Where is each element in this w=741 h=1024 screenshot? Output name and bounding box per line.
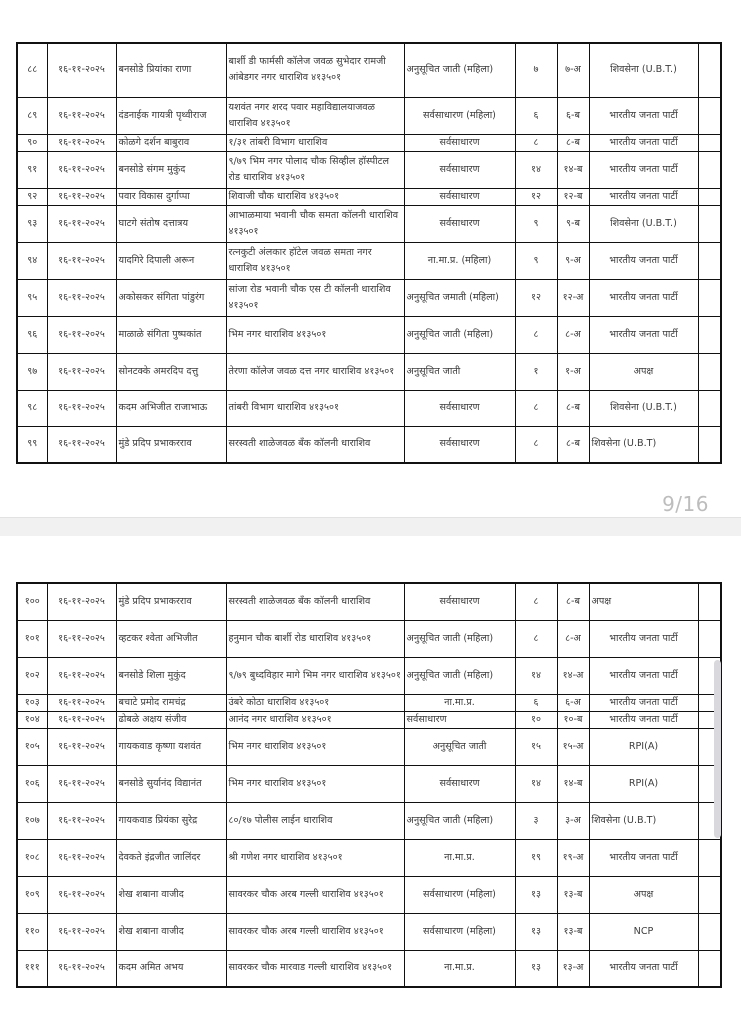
serial-number-cell: १११	[17, 950, 47, 987]
table-row	[17, 913, 721, 950]
candidate-name-cell: यादगिरे दिपाली अरून	[116, 242, 226, 279]
candidate-name-cell: शेख शबाना वाजीद	[116, 913, 226, 950]
date-cell: १६-११-२०२५	[47, 694, 116, 711]
serial-number-cell: ९२	[17, 188, 47, 205]
vertical-scrollbar[interactable]	[714, 660, 721, 838]
reservation-category-cell: सर्वसाधारण	[404, 583, 515, 620]
table-row	[17, 694, 721, 711]
pdf-page-10	[0, 536, 741, 1024]
table-row	[17, 242, 721, 279]
candidate-name-cell: बनसोडे सुर्यानंद विद्यानंत	[116, 765, 226, 802]
remark-cell	[698, 188, 721, 205]
serial-number-cell: ९५	[17, 279, 47, 316]
reservation-category-cell: सर्वसाधारण	[404, 390, 515, 426]
serial-number-cell: ९३	[17, 205, 47, 242]
remark-cell	[698, 583, 721, 620]
date-cell: १६-११-२०२५	[47, 657, 116, 694]
reservation-category-cell: सर्वसाधारण (महिला)	[404, 97, 515, 134]
seat-code-cell: १०-ब	[557, 711, 589, 728]
candidate-name-cell: कदम अमित अभय	[116, 950, 226, 987]
reservation-category-cell: ना.मा.प्र.	[404, 694, 515, 711]
table-row	[17, 426, 721, 463]
candidate-name-cell: सोनटक्के अमरदिप दत्तु	[116, 353, 226, 390]
reservation-category-cell: अनुसूचित जाती (महिला)	[404, 620, 515, 657]
table-row	[17, 390, 721, 426]
seat-code-cell: १३-ब	[557, 876, 589, 913]
ward-number-cell: १२	[515, 279, 557, 316]
remark-cell	[698, 950, 721, 987]
ward-number-cell: १४	[515, 151, 557, 188]
ward-number-cell: ८	[515, 316, 557, 353]
candidate-name-cell: देवकते इंद्रजीत जालिंदर	[116, 839, 226, 876]
party-cell: RPI(A)	[589, 728, 698, 765]
seat-code-cell: १४-ब	[557, 765, 589, 802]
address-cell: श्री गणेश नगर धाराशिव ४१३५०१	[226, 839, 404, 876]
serial-number-cell: १०८	[17, 839, 47, 876]
reservation-category-cell: सर्वसाधारण	[404, 134, 515, 151]
party-cell: भारतीय जनता पार्टी	[589, 97, 698, 134]
seat-code-cell: ६-अ	[557, 694, 589, 711]
address-cell: शिवाजी चौक धाराशिव ४१३५०१	[226, 188, 404, 205]
ward-number-cell: १३	[515, 950, 557, 987]
party-cell: भारतीय जनता पार्टी	[589, 950, 698, 987]
address-cell: हनुमान चौक बार्शी रोड धाराशिव ४१३५०१	[226, 620, 404, 657]
ward-number-cell: १	[515, 353, 557, 390]
party-cell: शिवसेना (U.B.T)	[589, 426, 698, 463]
serial-number-cell: १०१	[17, 620, 47, 657]
seat-code-cell: १३-ब	[557, 913, 589, 950]
reservation-category-cell: ना.मा.प्र.	[404, 839, 515, 876]
serial-number-cell: ८९	[17, 97, 47, 134]
candidate-name-cell: कदम अभिजीत राजाभाऊ	[116, 390, 226, 426]
date-cell: १६-११-२०२५	[47, 134, 116, 151]
reservation-category-cell: सर्वसाधारण	[404, 151, 515, 188]
remark-cell	[698, 426, 721, 463]
remark-cell	[698, 134, 721, 151]
party-cell: भारतीय जनता पार्टी	[589, 151, 698, 188]
reservation-category-cell: सर्वसाधारण	[404, 426, 515, 463]
serial-number-cell: ९४	[17, 242, 47, 279]
serial-number-cell: १००	[17, 583, 47, 620]
reservation-category-cell: सर्वसाधारण (महिला)	[404, 876, 515, 913]
ward-number-cell: १९	[515, 839, 557, 876]
date-cell: १६-११-२०२५	[47, 426, 116, 463]
date-cell: १६-११-२०२५	[47, 279, 116, 316]
seat-code-cell: १४-ब	[557, 151, 589, 188]
serial-number-cell: ९८	[17, 390, 47, 426]
table-row	[17, 583, 721, 620]
ward-number-cell: ६	[515, 97, 557, 134]
party-cell: भारतीय जनता पार्टी	[589, 839, 698, 876]
ward-number-cell: ६	[515, 694, 557, 711]
address-cell: ९/७९ बुध्दविहार मागे भिम नगर धाराशिव ४१३५०१	[226, 657, 404, 694]
seat-code-cell: ८-ब	[557, 583, 589, 620]
reservation-category-cell: अनुसूचित जाती (महिला)	[404, 657, 515, 694]
address-cell: सरस्वती शाळेजवळ बँक कॉलनी धाराशिव	[226, 583, 404, 620]
candidate-name-cell: कोळगे दर्शन बाबुराव	[116, 134, 226, 151]
ward-number-cell: १०	[515, 711, 557, 728]
address-cell: भिम नगर धाराशिव ४१३५०१	[226, 765, 404, 802]
address-cell: ९/७९ भिम नगर पोलाद चौक सिव्हील हॉस्पीटल रोड धाराशिव ४१३५०१	[226, 151, 404, 188]
seat-code-cell: ९-ब	[557, 205, 589, 242]
ward-number-cell: ९	[515, 242, 557, 279]
remark-cell	[698, 913, 721, 950]
remark-cell	[698, 43, 721, 97]
date-cell: १६-११-२०२५	[47, 151, 116, 188]
party-cell: भारतीय जनता पार्टी	[589, 316, 698, 353]
reservation-category-cell: सर्वसाधारण (महिला)	[404, 913, 515, 950]
serial-number-cell: १०४	[17, 711, 47, 728]
date-cell: १६-११-२०२५	[47, 583, 116, 620]
date-cell: १६-११-२०२५	[47, 390, 116, 426]
seat-code-cell: १९-अ	[557, 839, 589, 876]
reservation-category-cell: ना.मा.प्र.	[404, 950, 515, 987]
seat-code-cell: ८-ब	[557, 390, 589, 426]
table-row	[17, 802, 721, 839]
table-row	[17, 279, 721, 316]
remark-cell	[698, 316, 721, 353]
date-cell: १६-११-२०२५	[47, 205, 116, 242]
remark-cell	[698, 242, 721, 279]
party-cell: RPI(A)	[589, 765, 698, 802]
party-cell: शिवसेना (U.B.T.)	[589, 390, 698, 426]
table-row	[17, 728, 721, 765]
remark-cell	[698, 205, 721, 242]
date-cell: १६-११-२०२५	[47, 728, 116, 765]
seat-code-cell: ८-अ	[557, 316, 589, 353]
ward-number-cell: ८	[515, 390, 557, 426]
serial-number-cell: १०९	[17, 876, 47, 913]
date-cell: १६-११-२०२५	[47, 765, 116, 802]
ward-number-cell: १३	[515, 913, 557, 950]
serial-number-cell: १०५	[17, 728, 47, 765]
party-cell: भारतीय जनता पार्टी	[589, 279, 698, 316]
candidate-name-cell: ढोबळे अक्षय संजीव	[116, 711, 226, 728]
table-row	[17, 151, 721, 188]
table-row	[17, 97, 721, 134]
party-cell: भारतीय जनता पार्टी	[589, 694, 698, 711]
remark-cell	[698, 97, 721, 134]
ward-number-cell: १२	[515, 188, 557, 205]
remark-cell	[698, 279, 721, 316]
remark-cell	[698, 839, 721, 876]
remark-cell	[698, 390, 721, 426]
party-cell: अपक्ष	[589, 583, 698, 620]
serial-number-cell: ९१	[17, 151, 47, 188]
seat-code-cell: १-अ	[557, 353, 589, 390]
date-cell: १६-११-२०२५	[47, 43, 116, 97]
seat-code-cell: ९-अ	[557, 242, 589, 279]
candidate-name-cell: मुंडे प्रदिप प्रभाकरराव	[116, 583, 226, 620]
table-row	[17, 876, 721, 913]
candidate-name-cell: पवार विकास दुर्गाप्पा	[116, 188, 226, 205]
date-cell: १६-११-२०२५	[47, 802, 116, 839]
party-cell: NCP	[589, 913, 698, 950]
address-cell: सावरकर चौक अरब गल्ली धाराशिव ४१३५०१	[226, 913, 404, 950]
ward-number-cell: ७	[515, 43, 557, 97]
date-cell: १६-११-२०२५	[47, 97, 116, 134]
reservation-category-cell: सर्वसाधारण	[404, 205, 515, 242]
party-cell: भारतीय जनता पार्टी	[589, 188, 698, 205]
seat-code-cell: १२-अ	[557, 279, 589, 316]
table-row	[17, 134, 721, 151]
address-cell: आभाळमाया भवानी चौक समता कॉलनी धाराशिव ४१३५०१	[226, 205, 404, 242]
candidate-name-cell: माळाळे संगिता पुष्पकांत	[116, 316, 226, 353]
date-cell: १६-११-२०२५	[47, 620, 116, 657]
ward-number-cell: ८	[515, 583, 557, 620]
remark-cell	[698, 620, 721, 657]
date-cell: १६-११-२०२५	[47, 353, 116, 390]
seat-code-cell: ७-अ	[557, 43, 589, 97]
table-row	[17, 188, 721, 205]
candidate-name-cell: बनसोडे संगम मुकुंद	[116, 151, 226, 188]
serial-number-cell: ९०	[17, 134, 47, 151]
candidate-name-cell: मुंडे प्रदिप प्रभाकरराव	[116, 426, 226, 463]
ward-number-cell: ९	[515, 205, 557, 242]
address-cell: सावरकर चौक अरब गल्ली धाराशिव ४१३५०१	[226, 876, 404, 913]
party-cell: भारतीय जनता पार्टी	[589, 657, 698, 694]
table-row	[17, 711, 721, 728]
date-cell: १६-११-२०२५	[47, 913, 116, 950]
table-row	[17, 316, 721, 353]
ward-number-cell: ८	[515, 620, 557, 657]
address-cell: ८०/१७ पोलीस लाईन धाराशिव	[226, 802, 404, 839]
party-cell: भारतीय जनता पार्टी	[589, 134, 698, 151]
address-cell: रत्नकुटी अंलकार हॉटेल जवळ समता नगर धाराशिव ४१३५०१	[226, 242, 404, 279]
remark-cell	[698, 151, 721, 188]
ward-number-cell: ८	[515, 426, 557, 463]
table-row	[17, 950, 721, 987]
page-indicator: 9/16	[662, 492, 709, 516]
address-cell: तांबरी विभाग धाराशिव ४१३५०१	[226, 390, 404, 426]
reservation-category-cell: अनुसूचित जाती	[404, 353, 515, 390]
table-row	[17, 353, 721, 390]
table-body	[17, 583, 721, 987]
candidate-table-page-10	[16, 582, 722, 988]
party-cell: भारतीय जनता पार्टी	[589, 711, 698, 728]
candidate-table-page-9	[16, 42, 722, 464]
ward-number-cell: १४	[515, 657, 557, 694]
date-cell: १६-११-२०२५	[47, 242, 116, 279]
seat-code-cell: १२-ब	[557, 188, 589, 205]
serial-number-cell: ९७	[17, 353, 47, 390]
ward-number-cell: ८	[515, 134, 557, 151]
address-cell: यशवंत नगर शरद पवार महाविद्यालयाजवळ धाराशिव ४१३५०१	[226, 97, 404, 134]
address-cell: १/३१ तांबरी विभाग धाराशिव	[226, 134, 404, 151]
reservation-category-cell: अनुसूचित जाती	[404, 728, 515, 765]
page-separator	[0, 517, 741, 537]
date-cell: १६-११-२०२५	[47, 876, 116, 913]
table-row	[17, 657, 721, 694]
seat-code-cell: ८-अ	[557, 620, 589, 657]
address-cell: आनंद नगर धाराशिव ४१३५०१	[226, 711, 404, 728]
remark-cell	[698, 876, 721, 913]
address-cell: भिम नगर धाराशिव ४१३५०१	[226, 316, 404, 353]
address-cell: बार्शी डी फार्मसी कॉलेज जवळ सुभेदार रामजी आंबेडगर नगर धाराशिव ४१३५०१	[226, 43, 404, 97]
table-row	[17, 43, 721, 97]
table-row	[17, 839, 721, 876]
candidate-name-cell: व्हटकर श्वेता अभिजीत	[116, 620, 226, 657]
serial-number-cell: ९६	[17, 316, 47, 353]
reservation-category-cell: अनुसूचित जमाती (महिला)	[404, 279, 515, 316]
serial-number-cell: ८८	[17, 43, 47, 97]
table-row	[17, 620, 721, 657]
reservation-category-cell: सर्वसाधारण	[404, 711, 515, 728]
date-cell: १६-११-२०२५	[47, 188, 116, 205]
candidate-name-cell: बनसोडे प्रियांका राणा	[116, 43, 226, 97]
address-cell: सांजा रोड भवानी चौक एस टी कॉलनी धाराशिव ४१३५०१	[226, 279, 404, 316]
table-row	[17, 205, 721, 242]
candidate-name-cell: बनसोडे शिला मुकुंद	[116, 657, 226, 694]
seat-code-cell: १४-अ	[557, 657, 589, 694]
party-cell: भारतीय जनता पार्टी	[589, 242, 698, 279]
candidate-name-cell: अकोसकर संगिता पांडुरंग	[116, 279, 226, 316]
address-cell: सावरकर चौक मारवाड गल्ली धाराशिव ४१३५०१	[226, 950, 404, 987]
seat-code-cell: ८-ब	[557, 134, 589, 151]
date-cell: १६-११-२०२५	[47, 950, 116, 987]
table-row	[17, 765, 721, 802]
address-cell: भिम नगर धाराशिव ४१३५०१	[226, 728, 404, 765]
address-cell: सरस्वती शाळेजवळ बँक कॉलनी धाराशिव	[226, 426, 404, 463]
serial-number-cell: १०७	[17, 802, 47, 839]
address-cell: उंबरे कोठा धाराशिव ४१३५०१	[226, 694, 404, 711]
candidate-name-cell: दंडनाईक गायत्री पृथ्वीराज	[116, 97, 226, 134]
party-cell: शिवसेना (U.B.T)	[589, 802, 698, 839]
ward-number-cell: ३	[515, 802, 557, 839]
serial-number-cell: १०२	[17, 657, 47, 694]
date-cell: १६-११-२०२५	[47, 839, 116, 876]
party-cell: अपक्ष	[589, 876, 698, 913]
candidate-name-cell: गायकवाड प्रियंका सुरेद्र	[116, 802, 226, 839]
reservation-category-cell: अनुसूचित जाती (महिला)	[404, 43, 515, 97]
serial-number-cell: १०६	[17, 765, 47, 802]
table-body	[17, 43, 721, 463]
seat-code-cell: ३-अ	[557, 802, 589, 839]
party-cell: शिवसेना (U.B.T.)	[589, 205, 698, 242]
party-cell: अपक्ष	[589, 353, 698, 390]
date-cell: १६-११-२०२५	[47, 711, 116, 728]
address-cell: तेरणा कॉलेज जवळ दत्त नगर धाराशिव ४१३५०१	[226, 353, 404, 390]
reservation-category-cell: सर्वसाधारण	[404, 188, 515, 205]
seat-code-cell: ८-ब	[557, 426, 589, 463]
candidate-name-cell: शेख शबाना वाजीद	[116, 876, 226, 913]
candidate-name-cell: घाटगे संतोष दत्तात्रय	[116, 205, 226, 242]
ward-number-cell: १५	[515, 728, 557, 765]
party-cell: शिवसेना (U.B.T.)	[589, 43, 698, 97]
ward-number-cell: १३	[515, 876, 557, 913]
reservation-category-cell: अनुसूचित जाती (महिला)	[404, 316, 515, 353]
party-cell: भारतीय जनता पार्टी	[589, 620, 698, 657]
remark-cell	[698, 353, 721, 390]
serial-number-cell: ११०	[17, 913, 47, 950]
reservation-category-cell: अनुसूचित जाती (महिला)	[404, 802, 515, 839]
serial-number-cell: ९९	[17, 426, 47, 463]
reservation-category-cell: ना.मा.प्र. (महिला)	[404, 242, 515, 279]
candidate-name-cell: बचाटे प्रमोद रामचंद्र	[116, 694, 226, 711]
ward-number-cell: १४	[515, 765, 557, 802]
serial-number-cell: १०३	[17, 694, 47, 711]
reservation-category-cell: सर्वसाधारण	[404, 765, 515, 802]
seat-code-cell: ६-ब	[557, 97, 589, 134]
seat-code-cell: १३-अ	[557, 950, 589, 987]
seat-code-cell: १५-अ	[557, 728, 589, 765]
candidate-name-cell: गायकवाड कृष्णा यशवंत	[116, 728, 226, 765]
date-cell: १६-११-२०२५	[47, 316, 116, 353]
